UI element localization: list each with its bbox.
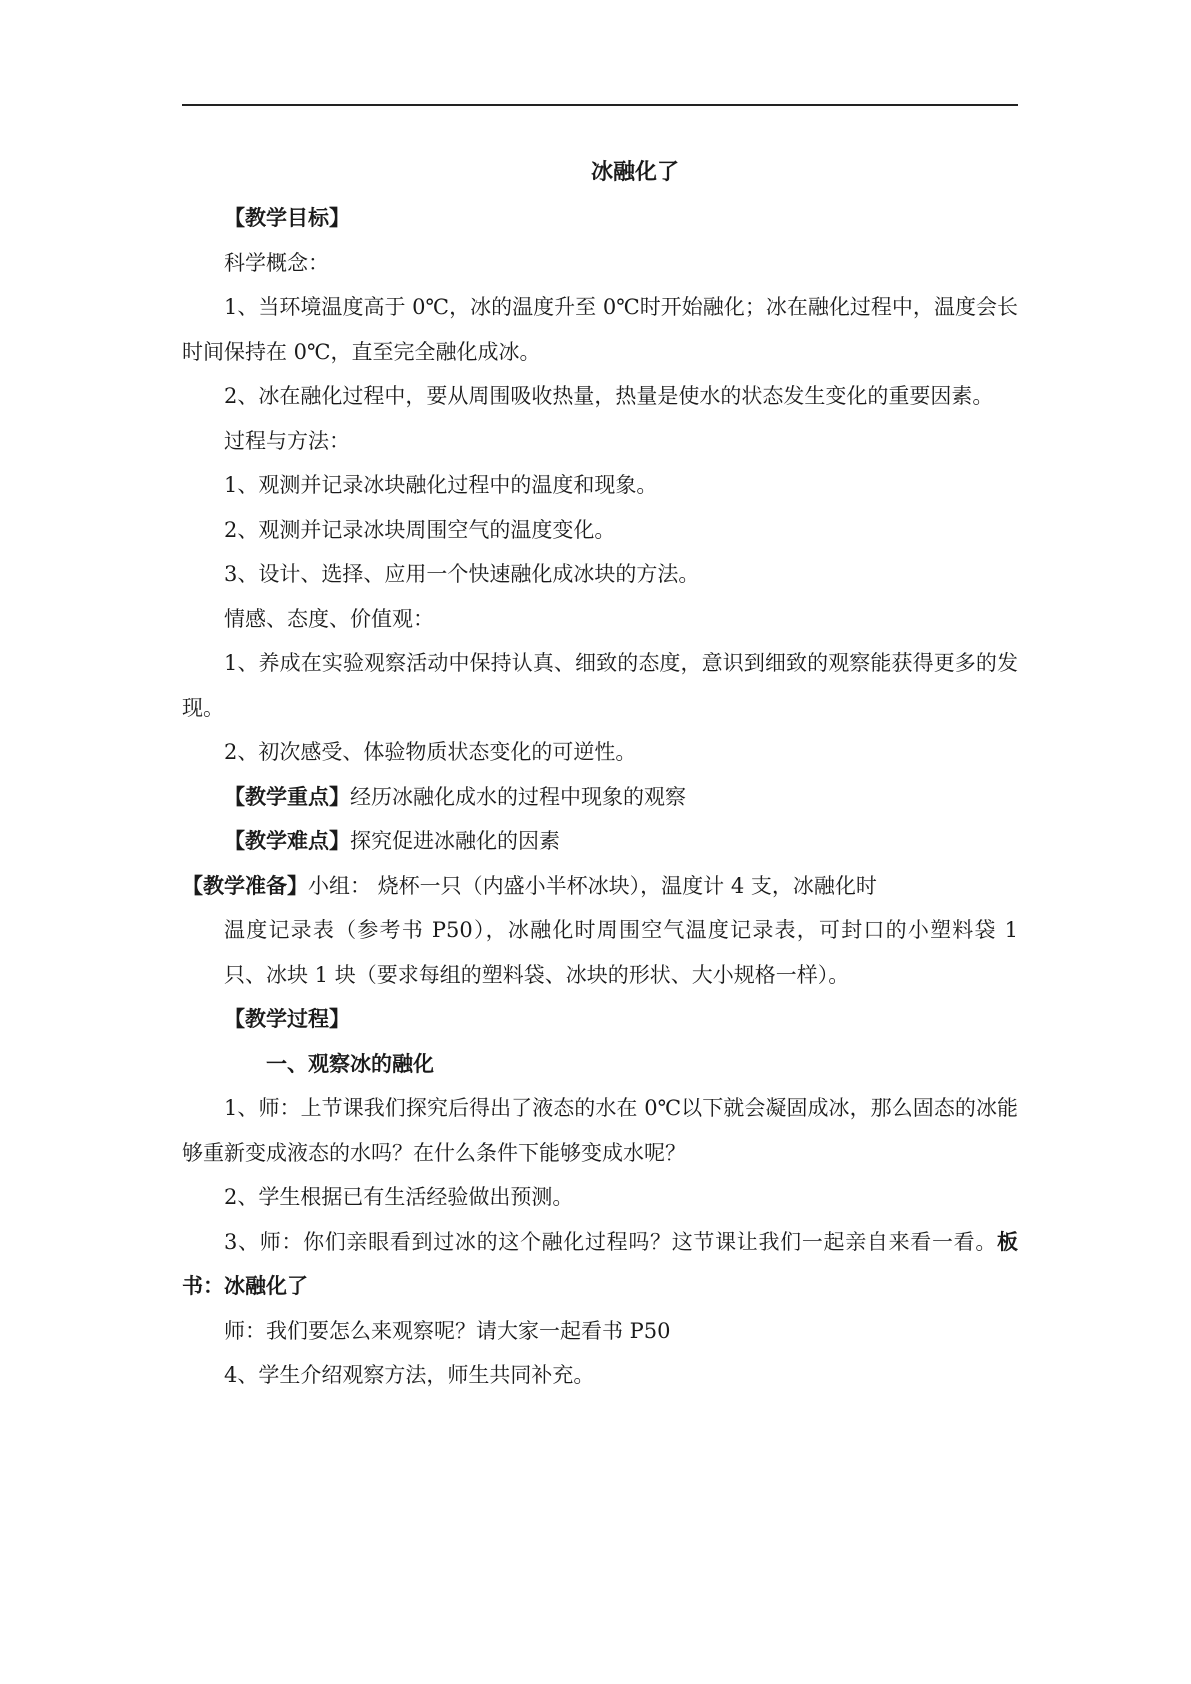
teaching-difficulty [182, 819, 1018, 864]
process-step-2: 2、学生根据已有生活经验做出预测。 [224, 1185, 574, 1209]
process-step-4: 4、学生介绍观察方法，师生共同补充。 [224, 1363, 595, 1387]
teaching-difficulty-text: 探究促进冰融化的因素 [350, 829, 560, 853]
attitude-item-1: 1、养成在实验观察活动中保持认真、细致的态度，意识到细致的观察能获得更多的发现。 [182, 651, 1018, 720]
process-step-1: 1、师：上节课我们探究后得出了液态的水在 0℃以下就会凝固成冰，那么固态的冰能够重新变成液态的水吗？在什么条件下能够变成水呢？ [182, 1096, 1018, 1165]
teaching-preparation-label: 【教学准备】 [182, 873, 308, 898]
teaching-preparation [182, 864, 1018, 909]
process-step-3-text: 3、师：你们亲眼看到过冰的这个融化过程吗？这节课让我们一起亲自来看一看。 [224, 1229, 997, 1254]
concept-label: 科学概念： [224, 250, 329, 275]
concept-item-1: 1、当环境温度高于 0℃，冰的温度升至 0℃时开始融化；冰在融化过程中，温度会长时间保持在 0℃，直至完全融化成冰。 [182, 295, 1018, 364]
process-method-item-1: 1、观测并记录冰块融化过程中的温度和现象。 [224, 473, 658, 497]
process-method-label: 过程与方法： [224, 428, 350, 453]
teacher-question: 师：我们要怎么来观察呢？请大家一起看书 P50 [224, 1318, 671, 1343]
section-heading-observe-ice: 一、观察冰的融化 [266, 1051, 434, 1076]
teaching-process-heading: 【教学过程】 [224, 1007, 350, 1031]
teaching-difficulty-label: 【教学难点】 [224, 829, 350, 853]
board-writing: 板书：冰融化了 [182, 1229, 1018, 1298]
document-title: 冰融化了 [590, 160, 679, 185]
process-method-item-3: 3、设计、选择、应用一个快速融化成冰块的方法。 [224, 562, 700, 586]
document-body [182, 150, 1018, 1398]
goals-heading: 【教学目标】 [224, 206, 350, 230]
teaching-preparation-continued: 温度记录表（参考书 P50），冰融化时周围空气温度记录表，可封口的小塑料袋 1 只、冰块 1 块（要求每组的塑料袋、冰块的形状、大小规格一样）。 [224, 918, 1018, 987]
process-step-3 [182, 1220, 1018, 1309]
teaching-focus-label: 【教学重点】 [224, 784, 350, 809]
attitude-item-2: 2、初次感受、体验物质状态变化的可逆性。 [224, 740, 637, 764]
teaching-focus [182, 775, 1018, 820]
process-method-item-2: 2、观测并记录冰块周围空气的温度变化。 [224, 517, 616, 542]
attitude-label: 情感、态度、价值观： [224, 606, 434, 631]
teaching-preparation-line1: 小组： 烧杯一只（内盛小半杯冰块），温度计 4 支，冰融化时 [308, 873, 877, 898]
concept-item-2: 2、冰在融化过程中，要从周围吸收热量，热量是使水的状态发生变化的重要因素。 [224, 384, 994, 408]
header-rule [182, 104, 1018, 106]
teaching-focus-text: 经历冰融化成水的过程中现象的观察 [350, 784, 686, 809]
